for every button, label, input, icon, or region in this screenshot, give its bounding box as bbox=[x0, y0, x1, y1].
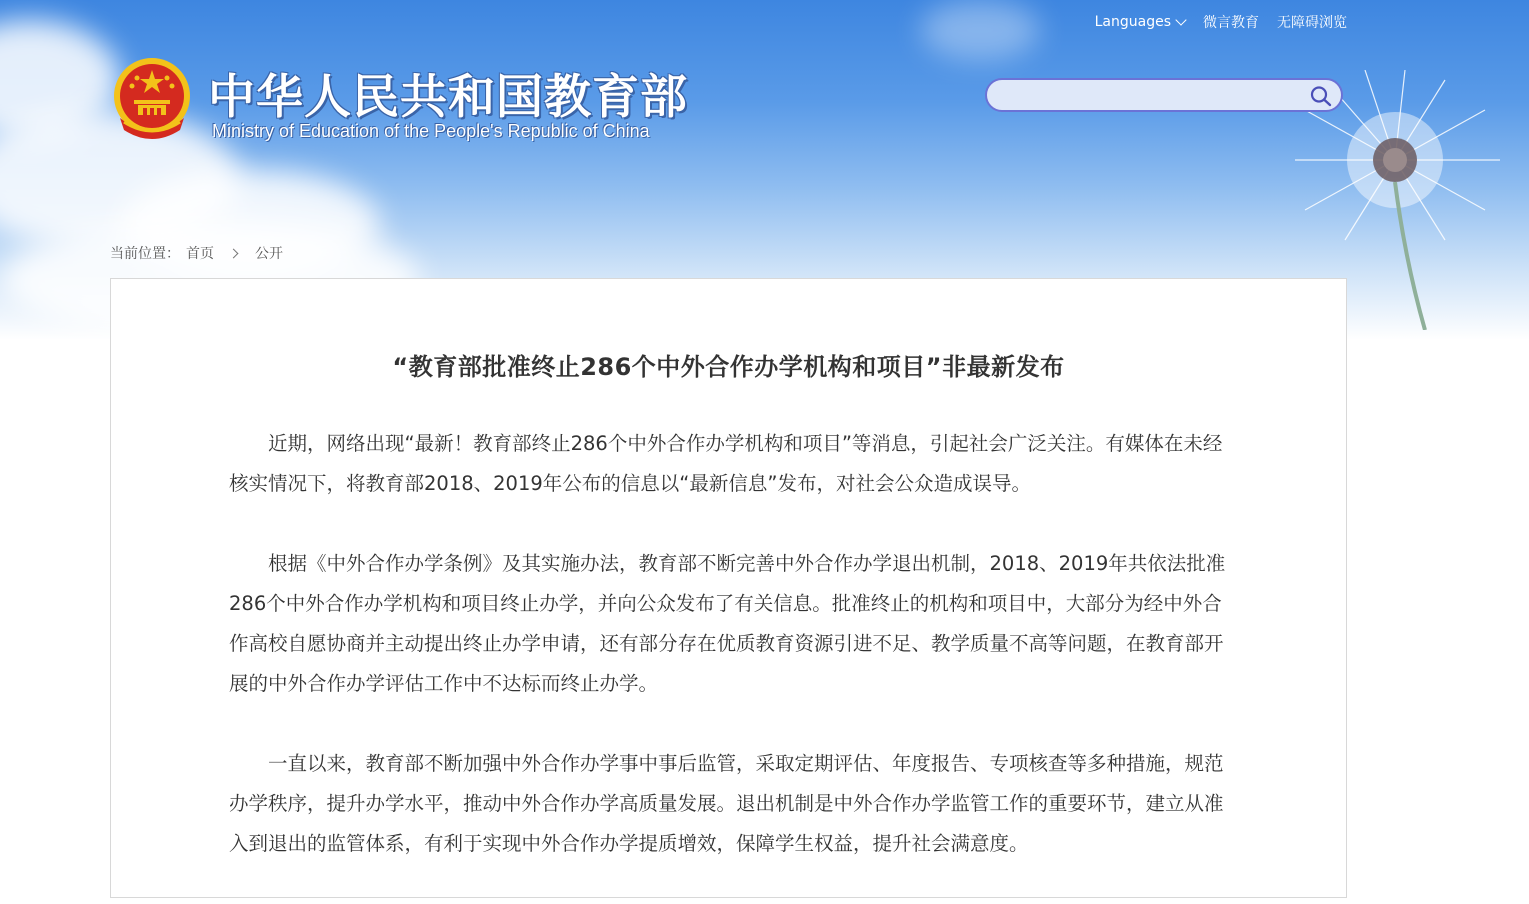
breadcrumb-public-link[interactable]: 公开 bbox=[255, 246, 283, 262]
breadcrumb bbox=[110, 243, 283, 263]
site-subtitle: Ministry of Education of the People's Republic of China bbox=[212, 121, 650, 141]
national-emblem-icon[interactable] bbox=[110, 56, 194, 144]
article-body bbox=[229, 424, 1229, 904]
article-paragraph: 根据《中外合作办学条例》及其实施办法，教育部不断完善中外合作办学退出机制，2018、2019年共依法批准286个中外合作办学机构和项目终止办学，并向公众发布了有关信息。批准终止的机构和项目中，大部分为经中外合作高校自愿协商并主动提出终止办学申请，还有部分存在优质教育资源引进不足、教学质量不高等问题，在教育部开展的中外合作办学评估工作中不达标而终止办学。 bbox=[229, 552, 1226, 695]
weiyan-link[interactable]: 微言教育 bbox=[1203, 15, 1259, 31]
article-container bbox=[110, 278, 1347, 898]
article-paragraph: 近期，网络出现“最新！教育部终止286个中外合作办学机构和项目”等消息，引起社会广泛关注。有媒体在未经核实情况下，将教育部2018、2019年公布的信息以“最新信息”发布，对社会公众造成误导。 bbox=[229, 432, 1223, 495]
accessibility-link[interactable]: 无障碍浏览 bbox=[1277, 15, 1347, 31]
chevron-right-icon bbox=[229, 248, 239, 258]
article-paragraph: 一直以来，教育部不断加强中外合作办学事中事后监管，采取定期评估、年度报告、专项核查等多种措施，规范办学秩序，提升办学水平，推动中外合作办学高质量发展。退出机制是中外合作办学监管工作的重要环节，建立从准入到退出的监管体系，有利于实现中外合作办学提质增效，保障学生权益，提升社会满意度。 bbox=[229, 752, 1224, 855]
breadcrumb-home-link[interactable]: 首页 bbox=[186, 246, 214, 262]
search-box bbox=[985, 78, 1343, 112]
top-links bbox=[1095, 12, 1347, 32]
search-input[interactable] bbox=[1001, 84, 1305, 108]
search-icon[interactable] bbox=[1309, 85, 1333, 107]
cloud bbox=[920, 0, 1040, 60]
languages-dropdown[interactable] bbox=[1095, 14, 1185, 30]
chevron-down-icon bbox=[1175, 14, 1186, 25]
languages-label: Languages bbox=[1094, 14, 1171, 30]
breadcrumb-label: 当前位置： bbox=[110, 246, 180, 262]
site-title[interactable]: 中华人民共和国教育部 bbox=[208, 70, 688, 125]
article-title: “教育部批准终止286个中外合作办学机构和项目”非最新发布 bbox=[392, 353, 1065, 381]
